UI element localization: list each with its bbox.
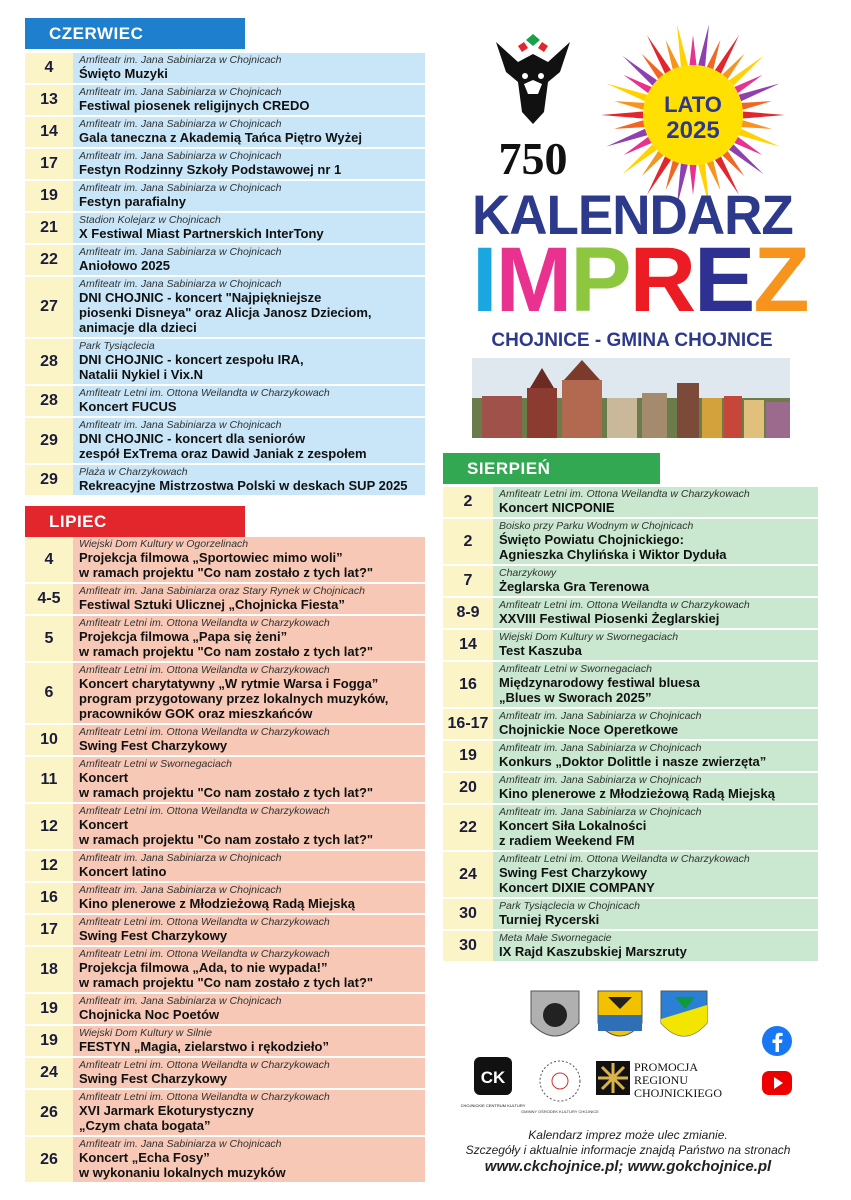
- event-title: Koncert charytatywny „W rytmie Warsa i Fogga” program przygotowany przez lokalnych muzyków, pracowników GOK oraz mieszkańców: [79, 676, 389, 721]
- event-row: [25, 725, 425, 755]
- event-row: [25, 53, 425, 83]
- svg-text:PROMOCJA: PROMOCJA: [634, 1060, 699, 1074]
- event-venue: Amfiteatr Letni im. Ottona Weilandta w Charzykowach: [79, 664, 330, 676]
- logo-750-text: 750: [498, 133, 568, 184]
- event-day: 20: [443, 773, 493, 803]
- event-title: X Festiwal Miast Partnerskich InterTony: [79, 226, 324, 241]
- sun-ray: [647, 35, 671, 73]
- event-row: [443, 899, 818, 929]
- gok-logo: [521, 1061, 599, 1114]
- title-kalendarz: KALENDARZ: [472, 184, 793, 247]
- event-row: [25, 804, 425, 849]
- june-events-table: [25, 51, 425, 497]
- sun-ray: [677, 24, 688, 66]
- sun-ray: [623, 144, 658, 174]
- subtitle-chojnice: CHOJNICE - GMINA CHOJNICE: [491, 330, 773, 351]
- event-details: [73, 915, 425, 945]
- svg-text:CK: CK: [480, 1068, 506, 1087]
- footer-websites[interactable]: www.ckchojnice.pl; www.gokchojnice.pl: [484, 1158, 772, 1175]
- event-title: Żeglarska Gra Terenowa: [499, 579, 650, 594]
- event-row: [443, 805, 818, 850]
- event-venue: Amfiteatr Letni im. Ottona Weilandta w Charzykowach: [79, 387, 330, 399]
- event-day: 16: [25, 883, 73, 913]
- event-venue: Amfiteatr im. Jana Sabiniarza w Chojnicach: [79, 419, 282, 431]
- title-letter: I: [472, 229, 496, 331]
- social-links: [760, 1024, 794, 1104]
- footer-note: [440, 1128, 816, 1176]
- event-venue: Amfiteatr im. Jana Sabiniarza w Chojnicach: [499, 742, 702, 754]
- event-details: [73, 1090, 425, 1135]
- event-row: [25, 245, 425, 275]
- event-venue: Amfiteatr Letni im. Ottona Weilandta w Charzykowach: [499, 599, 750, 611]
- event-details: [73, 994, 425, 1024]
- event-row: [25, 465, 425, 495]
- event-row: [25, 1058, 425, 1088]
- event-day: 30: [443, 931, 493, 961]
- event-venue: Amfiteatr im. Jana Sabiniarza w Chojnicach: [499, 806, 702, 818]
- event-details: [493, 487, 818, 517]
- event-title: Swing Fest Charzykowy: [79, 738, 228, 753]
- event-venue: Amfiteatr im. Jana Sabiniarza w Chojnicach: [79, 182, 282, 194]
- event-row: [25, 418, 425, 463]
- svg-text:GMINNY OŚRODEK KULTURY CHOJNIC: GMINNY OŚRODEK KULTURY CHOJNICE: [521, 1109, 599, 1114]
- event-row: [25, 851, 425, 881]
- event-venue: Amfiteatr im. Jana Sabiniarza w Chojnicach: [499, 710, 702, 722]
- event-row: [443, 566, 818, 596]
- town-skyline-image: [472, 358, 790, 438]
- event-title: Projekcja filmowa „Papa się żeni” w ramach projektu "Co nam zostało z tych lat?": [79, 629, 374, 659]
- event-title: Koncert FUCUS: [79, 399, 177, 414]
- event-day: 11: [25, 757, 73, 802]
- event-details: [493, 899, 818, 929]
- event-title: Międzynarodowy festiwal bluesa „Blues w Sworach 2025”: [499, 675, 700, 705]
- event-details: [73, 213, 425, 243]
- event-title: Koncert latino: [79, 864, 167, 879]
- event-details: [493, 852, 818, 897]
- event-details: [73, 725, 425, 755]
- event-details: [73, 418, 425, 463]
- event-venue: Amfiteatr Letni im. Ottona Weilandta w Charzykowach: [79, 916, 330, 928]
- event-title: Rekreacyjne Mistrzostwa Polski w deskach SUP 2025: [79, 478, 408, 493]
- sun-ray: [614, 101, 644, 110]
- event-day: 28: [25, 339, 73, 384]
- county-crest-icon: [598, 991, 642, 1036]
- event-venue: Charzykowy: [499, 567, 557, 579]
- event-details: [73, 339, 425, 384]
- sun-ray: [729, 144, 764, 174]
- event-venue: Amfiteatr im. Jana Sabiniarza w Chojnicach: [79, 995, 282, 1007]
- event-row: [25, 1026, 425, 1056]
- event-day: 10: [25, 725, 73, 755]
- event-details: [493, 630, 818, 660]
- event-day: 5: [25, 616, 73, 661]
- event-day: 19: [25, 1026, 73, 1056]
- facebook-icon[interactable]: [760, 1024, 794, 1058]
- event-details: [73, 947, 425, 992]
- event-title: Kino plenerowe z Młodzieżową Radą Miejską: [499, 786, 775, 801]
- event-venue: Amfiteatr im. Jana Sabiniarza w Chojnicach: [79, 118, 282, 130]
- event-row: [25, 663, 425, 723]
- ck-logo: [461, 1057, 526, 1108]
- august-header: SIERPIEŃ: [443, 453, 660, 484]
- event-title: XXVIII Festiwal Piosenki Żeglarskiej: [499, 611, 720, 626]
- event-day: 14: [25, 117, 73, 147]
- event-details: [73, 851, 425, 881]
- event-day: 30: [443, 899, 493, 929]
- city-750-logo: [478, 32, 588, 192]
- event-details: [73, 584, 425, 614]
- event-title: DNI CHOJNIC - koncert "Najpiękniejsze piosenki Disneya" oraz Alicja Janosz Dzieciom, animacje dla dzieci: [79, 290, 372, 335]
- event-row: [443, 741, 818, 771]
- event-day: 26: [25, 1137, 73, 1182]
- event-title: Chojnicka Noc Poetów: [79, 1007, 220, 1022]
- event-venue: Park Tysiąclecia w Chojnicach: [499, 900, 641, 912]
- event-day: 29: [25, 465, 73, 495]
- event-day: 8-9: [443, 598, 493, 628]
- svg-text:REGIONU: REGIONU: [634, 1073, 688, 1087]
- event-day: 4-5: [25, 584, 73, 614]
- sun-ray: [715, 35, 739, 73]
- event-title: Festiwal piosenek religijnych CREDO: [79, 98, 310, 113]
- event-details: [73, 1137, 425, 1182]
- event-details: [73, 386, 425, 416]
- event-day: 12: [25, 804, 73, 849]
- promocja-regionu-logo: [596, 1060, 722, 1100]
- event-venue: Boisko przy Parku Wodnym w Chojnicach: [499, 520, 694, 532]
- title-letter: E: [694, 229, 754, 331]
- event-title: Koncert w ramach projektu "Co nam zostało z tych lat?": [79, 770, 374, 800]
- event-venue: Plaża w Charzykowach: [79, 466, 188, 478]
- event-venue: Wiejski Dom Kultury w Ogorzelinach: [79, 538, 249, 550]
- event-venue: Amfiteatr im. Jana Sabiniarza w Chojnicach: [79, 1138, 282, 1150]
- event-day: 19: [25, 181, 73, 211]
- event-venue: Amfiteatr im. Jana Sabiniarza oraz Stary Rynek w Chojnicach: [79, 585, 365, 597]
- event-venue: Amfiteatr Letni im. Ottona Weilandta w Charzykowach: [79, 948, 330, 960]
- event-row: [25, 1137, 425, 1182]
- event-title: IX Rajd Kaszubskiej Marszruty: [499, 944, 687, 959]
- sun-ray: [614, 120, 644, 129]
- event-title: Turniej Rycerski: [499, 912, 600, 927]
- event-details: [73, 1058, 425, 1088]
- sun-ray: [623, 56, 658, 86]
- event-title: XVI Jarmark Ekoturystyczny „Czym chata bogata”: [79, 1103, 254, 1133]
- event-title: Festyn Rodzinny Szkoły Podstawowej nr 1: [79, 162, 342, 177]
- badge-lato: LATO: [664, 92, 722, 117]
- event-details: [73, 85, 425, 115]
- event-venue: Amfiteatr im. Jana Sabiniarza w Chojnicach: [79, 54, 282, 66]
- title-letter: R: [629, 229, 695, 331]
- event-day: 16-17: [443, 709, 493, 739]
- event-day: 14: [443, 630, 493, 660]
- event-venue: Amfiteatr Letni im. Ottona Weilandta w Charzykowach: [79, 1059, 330, 1071]
- event-day: 6: [25, 663, 73, 723]
- footer-disclaimer: Kalendarz imprez może ulec zmianie.: [528, 1128, 728, 1142]
- event-title: Aniołowo 2025: [79, 258, 171, 273]
- event-details: [493, 566, 818, 596]
- event-details: [493, 709, 818, 739]
- event-venue: Amfiteatr Letni im. Ottona Weilandta w Charzykowach: [79, 726, 330, 738]
- event-title: Kino plenerowe z Młodzieżową Radą Miejską: [79, 896, 355, 911]
- event-row: [25, 117, 425, 147]
- event-day: 22: [443, 805, 493, 850]
- event-details: [493, 519, 818, 564]
- event-row: [25, 616, 425, 661]
- event-day: 17: [25, 149, 73, 179]
- event-day: 2: [443, 487, 493, 517]
- event-title: Koncert w ramach projektu "Co nam zostało z tych lat?": [79, 817, 374, 847]
- event-title: Koncert NICPONIE: [499, 500, 615, 515]
- event-details: [493, 662, 818, 707]
- event-details: [73, 181, 425, 211]
- event-title: Chojnickie Noce Operetkowe: [499, 722, 679, 737]
- event-venue: Amfiteatr Letni im. Ottona Weilandta w Charzykowach: [499, 488, 750, 500]
- sun-ray: [666, 40, 680, 70]
- event-day: 4: [25, 53, 73, 83]
- event-row: [443, 630, 818, 660]
- svg-text:CHOJNICKIEGO: CHOJNICKIEGO: [634, 1086, 722, 1100]
- event-title: Festiwal Sztuki Ulicznej „Chojnicka Fiesta”: [79, 597, 345, 612]
- sun-ray: [690, 35, 697, 65]
- event-day: 2: [443, 519, 493, 564]
- event-day: 19: [25, 994, 73, 1024]
- event-day: 7: [443, 566, 493, 596]
- event-row: [25, 1090, 425, 1135]
- event-venue: Amfiteatr Letni im. Ottona Weilandta w Charzykowach: [499, 853, 750, 865]
- event-day: 29: [25, 418, 73, 463]
- sun-ray: [743, 112, 785, 119]
- event-details: [73, 757, 425, 802]
- event-details: [73, 53, 425, 83]
- event-details: [73, 117, 425, 147]
- june-header: CZERWIEC: [25, 18, 245, 49]
- event-row: [25, 339, 425, 384]
- event-title: DNI CHOJNIC - koncert dla seniorów zespół ExTrema oraz Dawid Janiak z zespołem: [79, 431, 367, 461]
- event-title: Święto Muzyki: [79, 66, 168, 81]
- sun-ray: [729, 56, 764, 86]
- event-row: [443, 598, 818, 628]
- event-row: [443, 852, 818, 897]
- event-row: [25, 386, 425, 416]
- event-day: 21: [25, 213, 73, 243]
- event-row: [25, 994, 425, 1024]
- event-venue: Amfiteatr Letni im. Ottona Weilandta w Charzykowach: [79, 1091, 330, 1103]
- youtube-icon[interactable]: [760, 1068, 794, 1098]
- event-venue: Amfiteatr im. Jana Sabiniarza w Chojnicach: [79, 884, 282, 896]
- july-header: LIPIEC: [25, 506, 245, 537]
- event-title: Swing Fest Charzykowy: [79, 1071, 228, 1086]
- event-title: Test Kaszuba: [499, 643, 582, 658]
- event-venue: Wiejski Dom Kultury w Swornegaciach: [499, 631, 679, 643]
- event-row: [25, 883, 425, 913]
- event-row: [25, 947, 425, 992]
- event-day: 4: [25, 537, 73, 582]
- event-details: [73, 1026, 425, 1056]
- event-day: 24: [25, 1058, 73, 1088]
- event-details: [493, 741, 818, 771]
- event-row: [443, 487, 818, 517]
- event-row: [25, 757, 425, 802]
- event-title: Koncert Siła Lokalności z radiem Weekend FM: [499, 818, 647, 848]
- event-venue: Amfiteatr im. Jana Sabiniarza w Chojnicach: [79, 86, 282, 98]
- event-row: [25, 277, 425, 337]
- event-row: [25, 537, 425, 582]
- event-venue: Amfiteatr im. Jana Sabiniarza w Chojnicach: [79, 150, 282, 162]
- coat-of-arms-group: [527, 987, 712, 1049]
- event-title: Swing Fest Charzykowy Koncert DIXIE COMPANY: [499, 865, 655, 895]
- event-row: [443, 709, 818, 739]
- event-title: Koncert „Echa Fosy” w wykonaniu lokalnych muzyków: [79, 1150, 286, 1180]
- event-details: [73, 245, 425, 275]
- partner-logos: [460, 1055, 742, 1117]
- event-day: 24: [443, 852, 493, 897]
- event-details: [73, 616, 425, 661]
- event-venue: Amfiteatr Letni im. Ottona Weilandta w Charzykowach: [79, 617, 330, 629]
- event-day: 27: [25, 277, 73, 337]
- event-title: Projekcja filmowa „Sportowiec mimo woli” w ramach projektu "Co nam zostało z tych lat?": [79, 550, 374, 580]
- event-venue: Amfiteatr im. Jana Sabiniarza w Chojnicach: [79, 278, 282, 290]
- event-day: 19: [443, 741, 493, 771]
- event-day: 18: [25, 947, 73, 992]
- event-venue: Park Tysiąclecia: [79, 340, 155, 352]
- event-row: [25, 584, 425, 614]
- event-venue: Amfiteatr im. Jana Sabiniarza w Chojnicach: [79, 246, 282, 258]
- event-details: [73, 804, 425, 849]
- event-venue: Amfiteatr im. Jana Sabiniarza w Chojnicach: [79, 852, 282, 864]
- title-letter: P: [570, 229, 630, 331]
- event-title: Gala taneczna z Akademią Tańca Piętro Wyżej: [79, 130, 362, 145]
- event-row: [25, 213, 425, 243]
- event-details: [73, 663, 425, 723]
- title-imprez: [472, 229, 808, 331]
- event-venue: Stadion Kolejarz w Chojnicach: [79, 214, 221, 226]
- event-row: [25, 149, 425, 179]
- title-letter: M: [495, 229, 571, 331]
- event-title: DNI CHOJNIC - koncert zespołu IRA, Natalii Nykiel i Vix.N: [79, 352, 304, 382]
- event-venue: Amfiteatr im. Jana Sabiniarza w Chojnicach: [499, 774, 702, 786]
- event-day: 13: [25, 85, 73, 115]
- event-venue: Amfiteatr Letni w Swornegaciach: [499, 663, 652, 675]
- event-title: Festyn parafialny: [79, 194, 186, 209]
- chojnice-crest-icon: [531, 991, 579, 1036]
- event-details: [493, 805, 818, 850]
- badge-year: 2025: [666, 117, 720, 144]
- event-title: Swing Fest Charzykowy: [79, 928, 228, 943]
- event-day: 28: [25, 386, 73, 416]
- event-venue: Meta Małe Swornegacie: [499, 932, 612, 944]
- title-letter: Z: [753, 229, 808, 331]
- svg-text:CHOJNICKIE CENTRUM KULTURY: CHOJNICKIE CENTRUM KULTURY: [460, 1103, 526, 1108]
- event-title: FESTYN „Magia, zielarstwo i rękodzieło”: [79, 1039, 329, 1054]
- event-day: 12: [25, 851, 73, 881]
- sun-ray: [698, 24, 709, 66]
- event-title: Konkurs „Doktor Dolittle i nasze zwierzęta”: [499, 754, 767, 769]
- event-details: [73, 883, 425, 913]
- event-details: [493, 598, 818, 628]
- bull-head-icon: [496, 34, 570, 124]
- sun-ray: [742, 101, 772, 110]
- sun-ray: [707, 40, 721, 70]
- event-venue: Amfiteatr Letni w Swornegaciach: [79, 758, 232, 770]
- event-day: 16: [443, 662, 493, 707]
- event-details: [73, 277, 425, 337]
- sun-ray: [601, 112, 643, 119]
- event-venue: Amfiteatr Letni im. Ottona Weilandta w Charzykowach: [79, 805, 330, 817]
- event-day: 26: [25, 1090, 73, 1135]
- event-row: [443, 931, 818, 961]
- event-row: [25, 181, 425, 211]
- event-row: [25, 85, 425, 115]
- event-title: Projekcja filmowa „Ada, to nie wypada!” w ramach projektu "Co nam zostało z tych lat?": [79, 960, 374, 990]
- event-row: [443, 773, 818, 803]
- event-day: 22: [25, 245, 73, 275]
- event-row: [443, 662, 818, 707]
- event-details: [73, 149, 425, 179]
- july-events-table: [25, 535, 425, 1184]
- footer-info: Szczegóły i aktualnie informacje znajdą Państwo na stronach: [465, 1143, 791, 1157]
- event-details: [73, 537, 425, 582]
- event-details: [493, 931, 818, 961]
- event-details: [493, 773, 818, 803]
- event-title: Święto Powiatu Chojnickiego: Agnieszka Chylińska i Wiktor Dyduła: [499, 532, 727, 562]
- august-events-table: [443, 485, 818, 963]
- summer-sun-badge: [598, 20, 788, 210]
- event-row: [443, 519, 818, 564]
- event-day: 17: [25, 915, 73, 945]
- sun-ray: [742, 120, 772, 129]
- event-row: [25, 915, 425, 945]
- event-details: [73, 465, 425, 495]
- event-venue: Wiejski Dom Kultury w Silnie: [79, 1027, 212, 1039]
- gmina-crest-icon: [661, 991, 707, 1036]
